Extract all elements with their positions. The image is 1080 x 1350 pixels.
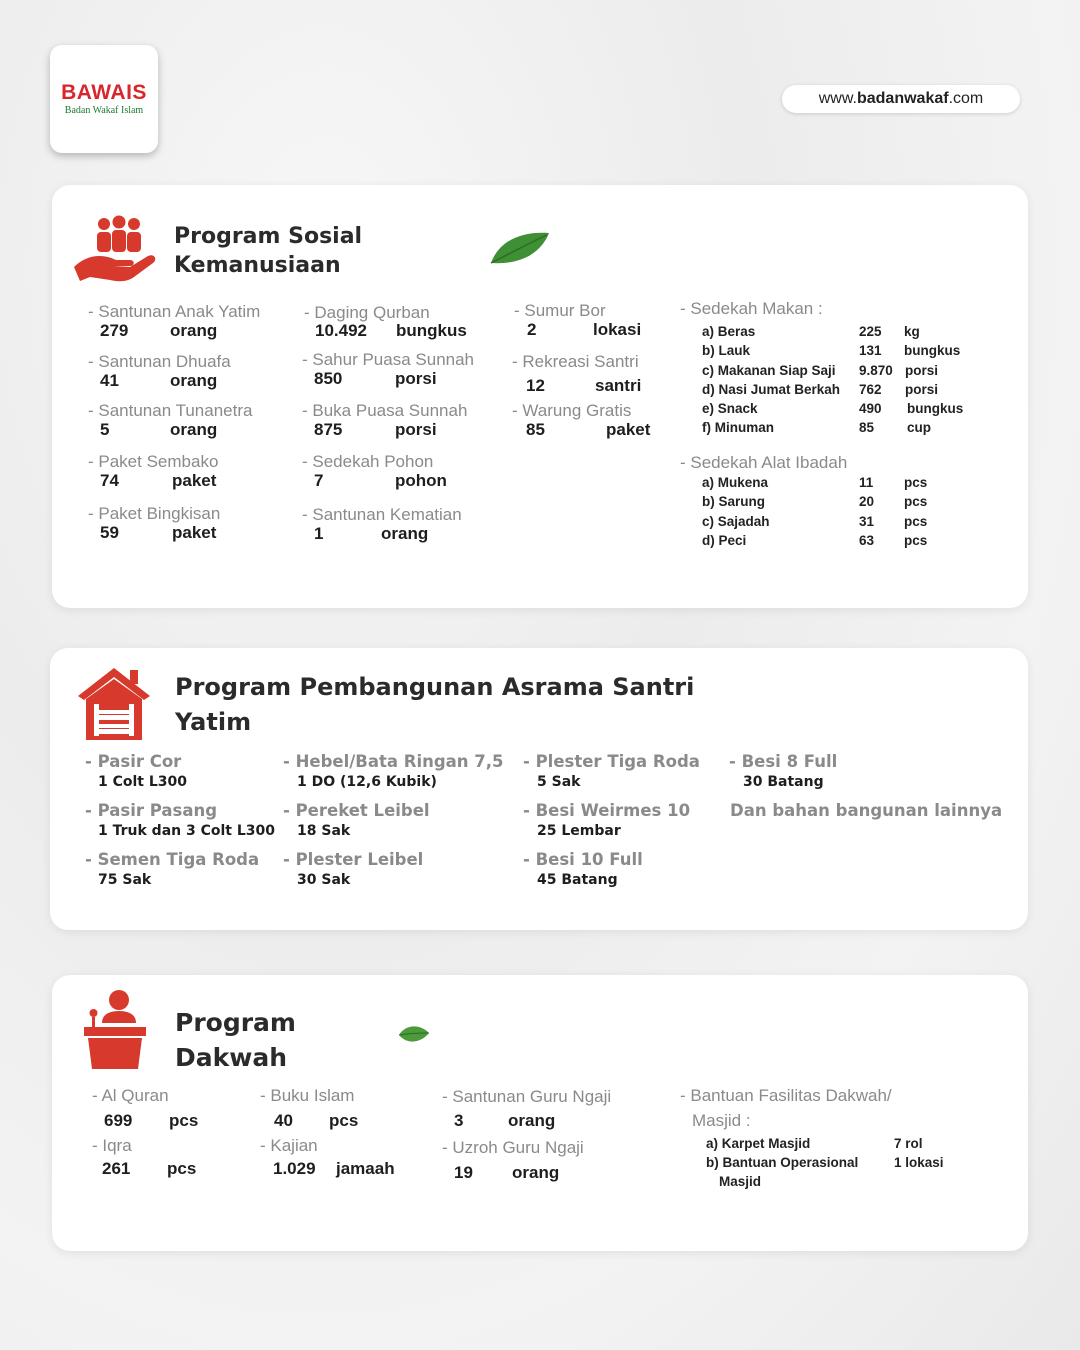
item-label: - Semen Tiga Roda bbox=[85, 850, 260, 869]
sub-item-value: 762 bbox=[859, 382, 882, 397]
item-unit: orang bbox=[170, 420, 218, 439]
item-unit: orang bbox=[512, 1163, 560, 1182]
sub-heading: - Bantuan Fasilitas Dakwah/ bbox=[680, 1086, 892, 1105]
item-value: 59 bbox=[100, 523, 119, 542]
item-value: 5 Sak bbox=[537, 774, 581, 790]
item-label: - Al Quran bbox=[92, 1086, 169, 1105]
item-unit: pcs bbox=[169, 1111, 199, 1130]
section-title-line1: Program bbox=[175, 1008, 296, 1037]
item-label: - Warung Gratis bbox=[512, 401, 632, 420]
sub-item-unit: kg bbox=[904, 324, 920, 339]
item-value: 1.029 bbox=[273, 1159, 316, 1178]
item-value: 19 bbox=[454, 1163, 473, 1182]
item-label: - Santunan Kematian bbox=[302, 505, 462, 524]
sub-heading: - Sedekah Alat Ibadah bbox=[680, 453, 848, 472]
item-unit: porsi bbox=[395, 369, 437, 388]
item-value: 75 Sak bbox=[98, 872, 152, 888]
item-value: 30 Batang bbox=[743, 774, 824, 790]
sub-item-unit: pcs bbox=[904, 514, 928, 529]
sub-item-value: 63 bbox=[859, 533, 875, 548]
item-value: 10.492 bbox=[315, 321, 367, 340]
item-label: - Sahur Puasa Sunnah bbox=[302, 350, 475, 369]
speaker-podium-icon bbox=[82, 989, 148, 1071]
logo-tagline: Badan Wakaf Islam bbox=[64, 105, 144, 116]
item-value: 850 bbox=[314, 369, 343, 388]
item-unit: paket bbox=[172, 523, 217, 542]
item-label: - Sumur Bor bbox=[514, 301, 606, 320]
sub-item-label: a) Beras bbox=[702, 324, 756, 339]
item-unit: porsi bbox=[395, 420, 437, 439]
sub-item-unit: pcs bbox=[904, 494, 928, 509]
item-label: - Buku Islam bbox=[260, 1086, 355, 1105]
item-label: - Besi Weirmes 10 bbox=[523, 801, 691, 820]
leaf-icon bbox=[489, 227, 551, 267]
sub-item-label: c) Sajadah bbox=[702, 514, 770, 529]
item-value: 12 bbox=[526, 376, 545, 395]
item-unit: orang bbox=[508, 1111, 556, 1130]
item-value: 25 Lembar bbox=[537, 823, 621, 839]
item-value: 279 bbox=[100, 321, 129, 340]
item-value: 261 bbox=[102, 1159, 131, 1178]
website-link[interactable] bbox=[782, 85, 1020, 113]
sub-item-label: a) Karpet Masjid bbox=[706, 1136, 811, 1151]
item-label: - Rekreasi Santri bbox=[512, 352, 639, 371]
item-unit: santri bbox=[595, 376, 642, 395]
card-program-sosial bbox=[52, 185, 1028, 608]
sub-item-value: 31 bbox=[859, 514, 875, 529]
house-bunkbed-icon bbox=[76, 666, 152, 742]
item-label: - Santunan Tunanetra bbox=[88, 401, 253, 420]
item-value: 18 Sak bbox=[297, 823, 351, 839]
item-label: - Besi 10 Full bbox=[523, 850, 643, 869]
item-label: - Santunan Dhuafa bbox=[88, 352, 231, 371]
item-label: - Santunan Guru Ngaji bbox=[442, 1087, 612, 1106]
sub-item-value: 1 lokasi bbox=[894, 1155, 944, 1170]
sub-item-value: 85 bbox=[859, 420, 875, 435]
item-value: 2 bbox=[527, 320, 537, 339]
website-domain: badanwakaf bbox=[856, 90, 949, 107]
section-title-line1: Program Sosial bbox=[174, 224, 363, 249]
section-title-line2: Kemanusiaan bbox=[174, 252, 341, 278]
item-value: 45 Batang bbox=[537, 872, 618, 888]
sub-item-label: d) Nasi Jumat Berkah bbox=[702, 382, 841, 397]
item-unit: paket bbox=[172, 471, 217, 490]
item-value: 1 bbox=[314, 524, 324, 543]
card-program-asrama bbox=[50, 648, 1028, 930]
item-value: 5 bbox=[100, 420, 110, 439]
item-unit: lokasi bbox=[593, 320, 642, 339]
item-label: - Daging Qurban bbox=[304, 303, 430, 322]
section-title-line2: Yatim bbox=[175, 707, 252, 736]
card-program-dakwah bbox=[52, 975, 1028, 1251]
item-value: 74 bbox=[100, 471, 119, 490]
sub-item-label: f) Minuman bbox=[702, 420, 774, 435]
item-value: 3 bbox=[454, 1111, 464, 1130]
logo-name: BAWAIS bbox=[61, 81, 147, 104]
item-label: - Paket Bingkisan bbox=[88, 504, 221, 523]
section-title-line1: Program Pembangunan Asrama Santri bbox=[175, 673, 695, 701]
item-unit: bungkus bbox=[396, 321, 467, 340]
item-unit: pohon bbox=[395, 471, 447, 490]
sub-item-label: c) Makanan Siap Saji bbox=[702, 363, 836, 378]
sub-item-label: d) Peci bbox=[702, 533, 747, 548]
sub-item-label-cont: Masjid bbox=[719, 1174, 762, 1189]
sub-item-label: e) Snack bbox=[702, 401, 758, 416]
item-label: - Uzroh Guru Ngaji bbox=[442, 1138, 584, 1157]
website-prefix: www. bbox=[818, 90, 857, 107]
sub-item-label: b) Bantuan Operasional bbox=[706, 1155, 859, 1170]
sub-item-unit: cup bbox=[907, 420, 932, 435]
item-label: - Hebel/Bata Ringan 7,5 bbox=[283, 752, 504, 771]
sub-item-unit: pcs bbox=[904, 533, 928, 548]
item-label: - Sedekah Pohon bbox=[302, 452, 434, 471]
item-value: 41 bbox=[100, 371, 119, 390]
item-value: 7 bbox=[314, 471, 324, 490]
item-unit: jamaah bbox=[336, 1159, 395, 1178]
sub-item-label: a) Mukena bbox=[702, 475, 769, 490]
item-value: 30 Sak bbox=[297, 872, 351, 888]
section-title-line2: Dakwah bbox=[175, 1043, 288, 1072]
sub-item-value: 7 rol bbox=[894, 1136, 923, 1151]
sub-item-label: b) Sarung bbox=[702, 494, 765, 509]
item-value: 1 DO (12,6 Kubik) bbox=[297, 774, 437, 790]
item-label: - Iqra bbox=[92, 1136, 132, 1155]
item-unit: orang bbox=[381, 524, 429, 543]
sub-item-label: b) Lauk bbox=[702, 343, 751, 358]
item-label: - Kajian bbox=[260, 1136, 318, 1155]
item-label: - Besi 8 Full bbox=[729, 752, 838, 771]
item-unit: orang bbox=[170, 371, 218, 390]
sub-item-value: 20 bbox=[859, 494, 875, 509]
sub-item-unit: porsi bbox=[905, 382, 939, 397]
item-label: - Plester Tiga Roda bbox=[523, 752, 700, 771]
item-value: 875 bbox=[314, 420, 343, 439]
item-label: - Pasir Pasang bbox=[85, 801, 218, 820]
sub-item-unit: pcs bbox=[904, 475, 928, 490]
item-unit: paket bbox=[606, 420, 651, 439]
sub-item-value: 11 bbox=[859, 475, 874, 490]
sub-heading: - Sedekah Makan : bbox=[680, 299, 823, 318]
sub-item-unit: bungkus bbox=[904, 343, 961, 358]
item-label: - Paket Sembako bbox=[88, 452, 219, 471]
sub-item-value: 131 bbox=[859, 343, 882, 358]
sub-item-value: 9.870 bbox=[859, 363, 893, 378]
item-unit: pcs bbox=[329, 1111, 359, 1130]
item-value: 1 Truk dan 3 Colt L300 bbox=[98, 823, 276, 839]
sub-item-unit: bungkus bbox=[907, 401, 964, 416]
sub-heading-cont: Masjid : bbox=[692, 1111, 751, 1130]
item-unit: pcs bbox=[167, 1159, 197, 1178]
item-label: - Pereket Leibel bbox=[283, 801, 430, 820]
item-value: 85 bbox=[526, 420, 545, 439]
item-unit: orang bbox=[170, 321, 218, 340]
item-label: - Plester Leibel bbox=[283, 850, 424, 869]
sub-item-value: 225 bbox=[859, 324, 882, 339]
item-label: - Pasir Cor bbox=[85, 752, 182, 771]
sub-item-value: 490 bbox=[859, 401, 882, 416]
logo bbox=[50, 45, 158, 153]
item-label: - Buka Puasa Sunnah bbox=[302, 401, 468, 420]
item-value: 40 bbox=[274, 1111, 293, 1130]
item-value: 1 Colt L300 bbox=[98, 774, 188, 790]
asrama-note: Dan bahan bangunan lainnya bbox=[730, 801, 1003, 820]
item-value: 699 bbox=[104, 1111, 133, 1130]
people-hand-icon bbox=[72, 215, 162, 285]
sub-item-unit: porsi bbox=[905, 363, 939, 378]
item-label: - Santunan Anak Yatim bbox=[88, 302, 261, 321]
website-suffix: .com bbox=[948, 90, 984, 107]
leaf-icon bbox=[397, 1023, 431, 1045]
